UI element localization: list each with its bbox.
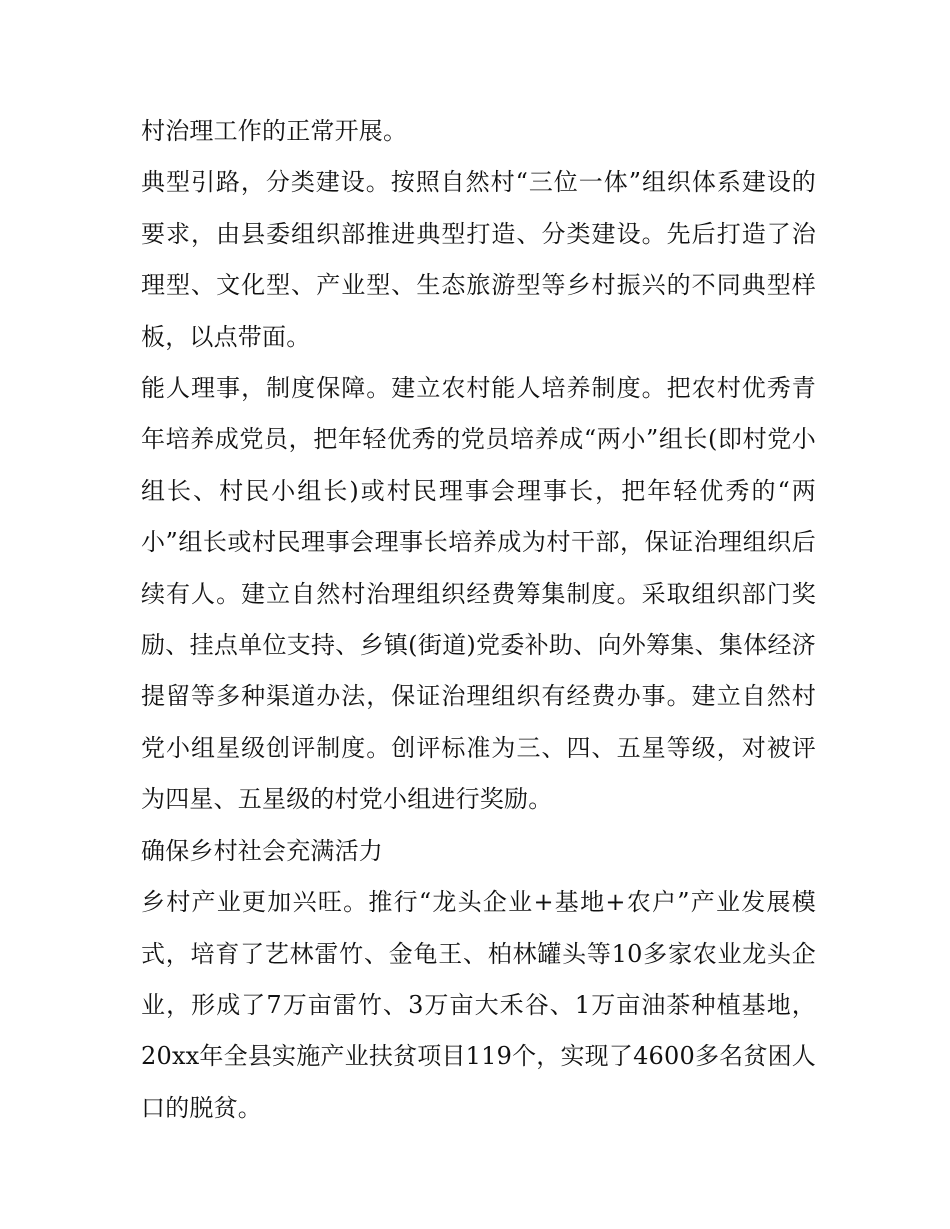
paragraph-continuation: 村治理工作的正常开展。 [141,117,408,145]
section-heading: 确保乡村社会充满活力 [141,836,383,865]
paragraph-capable-management: 能人理事，制度保障。建立农村能人培养制度。把农村优秀青年培养成党员，把年轻优秀的党员培养成“两小”组长(即村党小组长、村民小组长)或村民理事会理事长，把年轻优秀的“两小”组长或村民理事会理事长培养成为村干部，保证治理组织后续有人。建立自然村治理组织经费筹集制度。采取组织部门奖励、挂点单位支持、乡镇(街道)党委补助、向外筹集、集体经济提留等多种渠道办法，保证治理组织有经费办事。建立自然村党小组星级创评制度。创评标准为三、四、五星等级，对被评为四星、五星级的村党小组进行奖励。 [141,374,816,814]
paragraph-typical-guidance: 典型引路，分类建设。按照自然村“三位一体”组织体系建设的要求，由县委组织部推进典型打造、分类建设。先后打造了治理型、文化型、产业型、生态旅游型等乡村振兴的不同典型样板，以点带面。 [141,168,816,351]
paragraph-rural-industry: 乡村产业更加兴旺。推行“龙头企业+基地+农户”产业发展模式，培育了艺林雷竹、金龟王、柏林罐头等10多家农业龙头企业，形成了7万亩雷竹、3万亩大禾谷、1万亩油茶种植基地，20xx年全县实施产业扶贫项目119个，实现了4600多名贫困人口的脱贫。 [141,888,816,1122]
document-body [141,106,816,1134]
